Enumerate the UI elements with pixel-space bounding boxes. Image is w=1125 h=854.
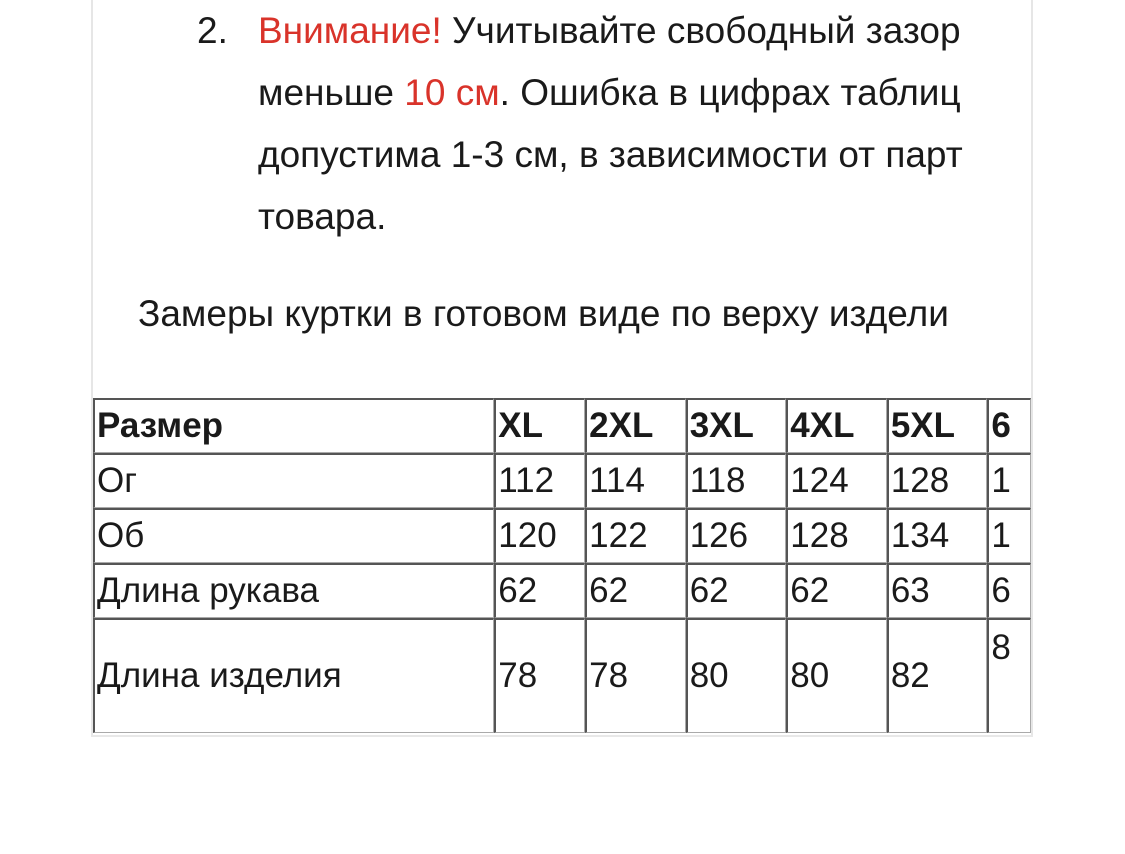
table-cell: 62 bbox=[494, 563, 585, 618]
table-cell: 126 bbox=[686, 508, 787, 563]
table-header-row bbox=[93, 398, 1031, 453]
header-cell: XL bbox=[494, 398, 585, 453]
table-cell: 82 bbox=[887, 618, 988, 733]
table-cell: 1 bbox=[987, 453, 1031, 508]
table-row bbox=[93, 453, 1031, 508]
content-panel bbox=[91, 0, 1033, 736]
table-cell: 62 bbox=[585, 563, 686, 618]
note-line-1 bbox=[258, 0, 963, 62]
warning-label: Внимание! bbox=[258, 10, 442, 51]
table-cell: 8 bbox=[987, 618, 1031, 733]
table-cell: 118 bbox=[686, 453, 787, 508]
table-cell: 122 bbox=[585, 508, 686, 563]
note-line-4: товара. bbox=[258, 196, 387, 237]
table-cell: 128 bbox=[786, 508, 887, 563]
note-line-1-rest: Учитывайте свободный зазор bbox=[441, 10, 961, 51]
panel-bottom-edge bbox=[91, 735, 1033, 737]
table-cell: 62 bbox=[686, 563, 787, 618]
row-label-cell: Об bbox=[93, 508, 494, 563]
table-cell: 134 bbox=[887, 508, 988, 563]
table-cell: 112 bbox=[494, 453, 585, 508]
list-number: 2. bbox=[197, 10, 228, 51]
row-label-cell: Длина рукава bbox=[93, 563, 494, 618]
header-cell: 6 bbox=[987, 398, 1031, 453]
table-cell: 78 bbox=[494, 618, 585, 733]
table-cell: 6 bbox=[987, 563, 1031, 618]
table-cell: 80 bbox=[786, 618, 887, 733]
size-table bbox=[93, 398, 1031, 733]
table-cell: 80 bbox=[686, 618, 787, 733]
note-text bbox=[258, 0, 963, 248]
note-line-3: допустима 1-3 см, в зависимости от парт bbox=[258, 134, 963, 175]
table-cell: 128 bbox=[887, 453, 988, 508]
header-cell: 3XL bbox=[686, 398, 787, 453]
table-cell: 1 bbox=[987, 508, 1031, 563]
table-cell: 124 bbox=[786, 453, 887, 508]
table-row bbox=[93, 563, 1031, 618]
note-line-2-rest: . Ошибка в цифрах таблиц bbox=[499, 72, 961, 113]
header-cell: 2XL bbox=[585, 398, 686, 453]
note-line-2 bbox=[258, 62, 963, 124]
table-cell: 63 bbox=[887, 563, 988, 618]
header-cell: 4XL bbox=[786, 398, 887, 453]
table-cell: 120 bbox=[494, 508, 585, 563]
table-cell: 78 bbox=[585, 618, 686, 733]
table-caption: Замеры куртки в готовом виде по верху издели bbox=[138, 293, 949, 334]
row-label-cell: Ог bbox=[93, 453, 494, 508]
header-cell: 5XL bbox=[887, 398, 988, 453]
note-line-2-start: меньше bbox=[258, 72, 405, 113]
row-label-cell: Длина изделия bbox=[93, 618, 494, 733]
table-cell: 114 bbox=[585, 453, 686, 508]
table-cell: 62 bbox=[786, 563, 887, 618]
header-cell: Размер bbox=[93, 398, 494, 453]
table-row bbox=[93, 618, 1031, 733]
table-row bbox=[93, 508, 1031, 563]
gap-highlight: 10 см bbox=[404, 72, 500, 113]
